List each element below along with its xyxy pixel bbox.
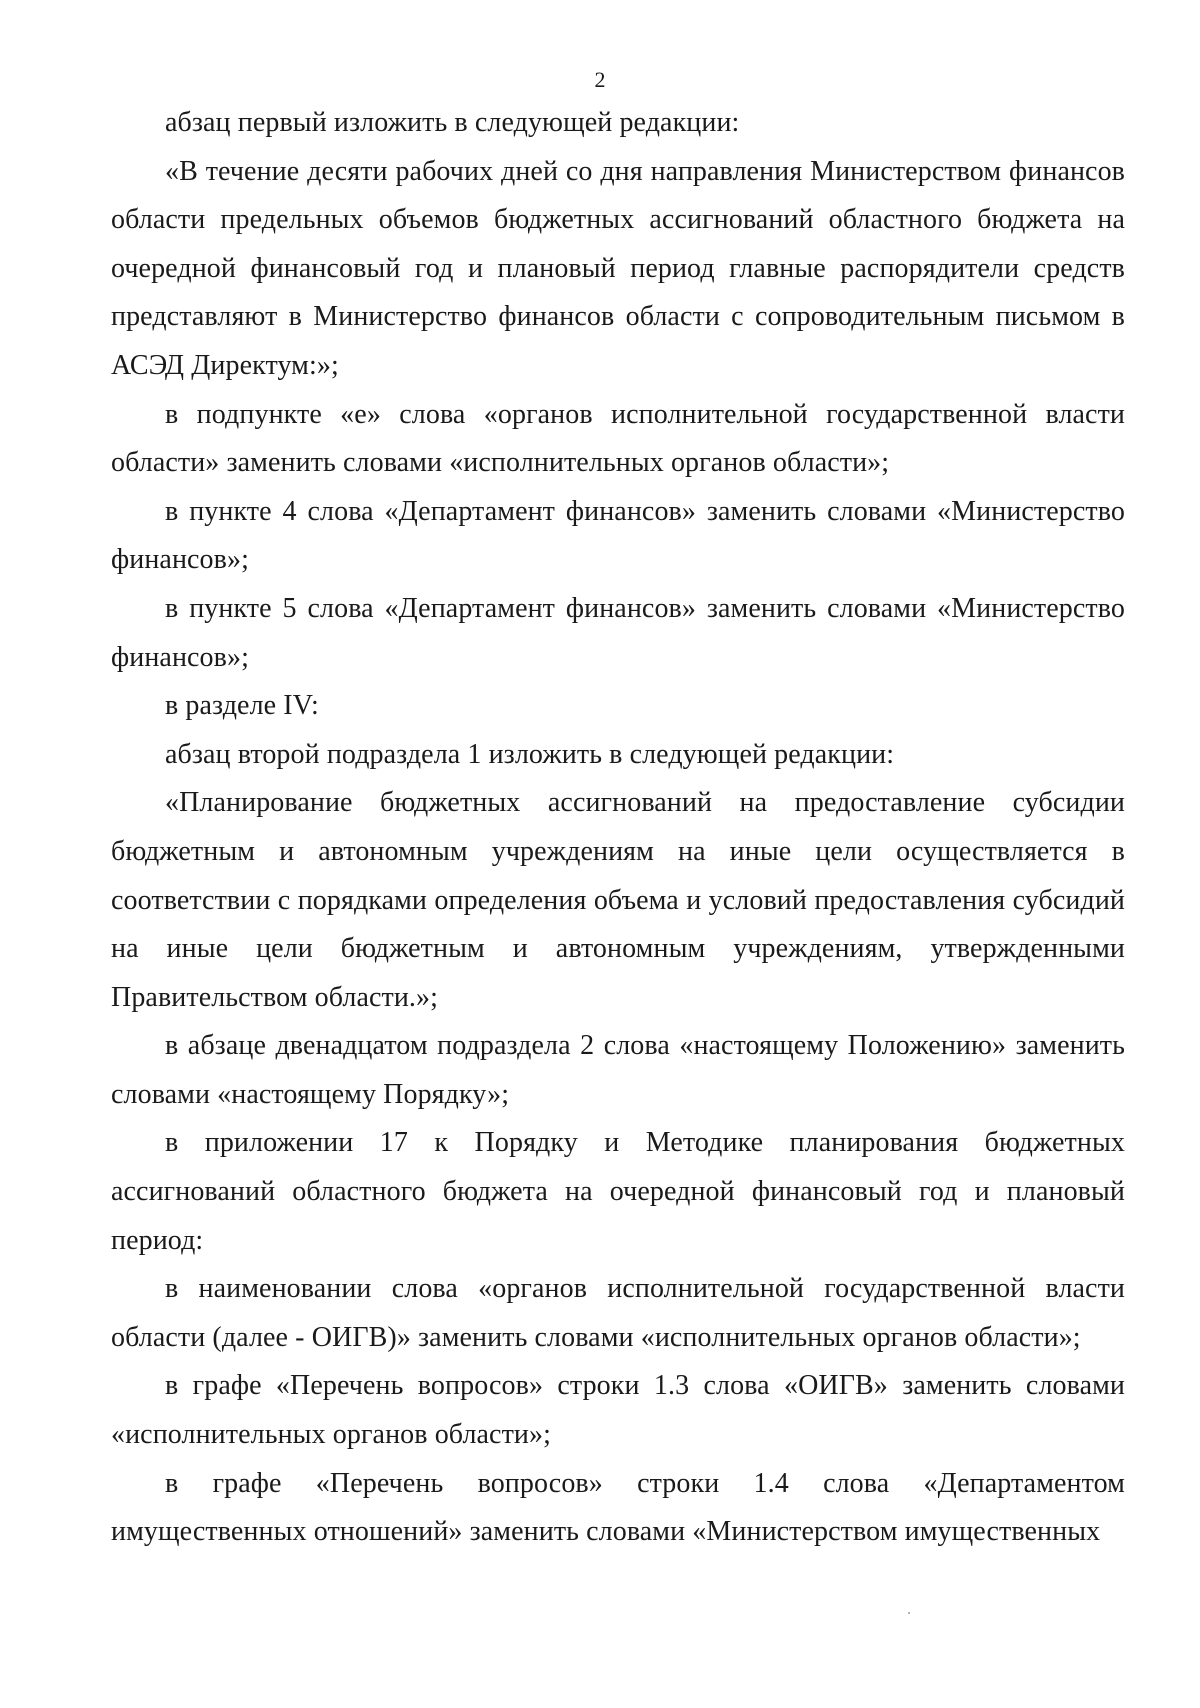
paragraph-1: абзац первый изложить в следующей редакции: [165,107,740,138]
paragraph-13: в графе «Перечень вопросов» строки 1.4 слова «Департаментом имущественных отношений» заменить словами «Министерством имущественных [111,1467,1125,1548]
paragraph-2: «В течение десяти рабочих дней со дня направления Министерством финансов области предельных объемов бюджетных ассигнований областного бюджета на очередной финансовый год и плановый период главные распорядители средств представляют в Министерство финансов области с сопроводительным письмом в АСЭД Директум:»; [111,155,1125,381]
paragraph-6: в разделе IV: [165,690,319,722]
paragraph-12: в графе «Перечень вопросов» строки 1.3 слова «ОИГВ» заменить словами «исполнительных органов области»; [111,1370,1125,1451]
page-number: 2 [594,67,606,92]
paragraph-8: «Планирование бюджетных ассигнований на предоставление субсидии бюджетным и автономным учреждениям на иные цели осуществляется в соответствии с порядками определения объема и условий предоставления субсидий на иные цели бюджетным и автономным учреждениям, утвержденными Правительством области.»; [111,787,1125,1013]
paragraph-3: в подпункте «е» слова «органов исполнительной государственной власти области» заменить словами «исполнительных органов области»; [111,398,1125,479]
paragraph-7: абзац второй подраздела 1 изложить в следующей редакции: [165,738,895,770]
paragraph-4: в пункте 4 слова «Департамент финансов» заменить словами «Министерство финансов»; [111,495,1125,576]
paragraph-10: в приложении 17 к Порядку и Методике планирования бюджетных ассигнований областного бюджета на очередной финансовый год и плановый период: [111,1127,1125,1256]
paragraph-9: в абзаце двенадцатом подраздела 2 слова «настоящему Положению» заменить словами «настоящему Порядку»; [111,1030,1125,1110]
paragraph-11: в наименовании слова «органов исполнительной государственной власти области (далее - ОИГВ)» заменить словами «исполнительных органов области»; [111,1273,1125,1353]
document-body [111,99,1125,1557]
paragraph-5: в пункте 5 слова «Департамент финансов» заменить словами «Министерство финансов»; [111,592,1125,673]
scan-speck [908,1612,910,1614]
